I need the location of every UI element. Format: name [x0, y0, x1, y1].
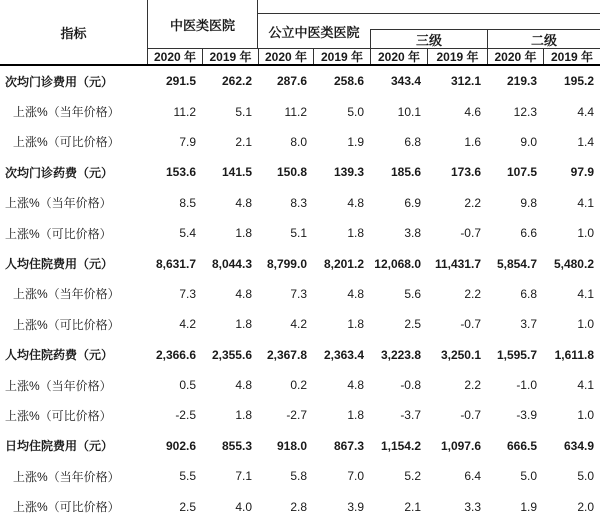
value-cell: 4.8 — [235, 195, 252, 210]
value-cell: 5.5 — [179, 469, 196, 484]
value-cell: 5,480.2 — [553, 256, 594, 271]
value-cell: 3.3 — [464, 499, 481, 514]
value-cell: 1.0 — [577, 408, 594, 423]
value-cell: 5.0 — [577, 469, 594, 484]
value-cell: 3,250.1 — [440, 347, 481, 362]
value-cell: 1.4 — [577, 134, 594, 149]
row-label: 人均住院药费（元） — [5, 348, 114, 363]
value-cell: 5.4 — [179, 226, 196, 241]
value-cell: 4.1 — [577, 195, 594, 210]
value-cell: 6.4 — [464, 469, 481, 484]
value-cell: 11.2 — [173, 104, 196, 119]
value-cell: -3.7 — [400, 408, 421, 423]
value-cell: 287.6 — [276, 74, 307, 89]
row-label: 人均住院费用（元） — [5, 257, 114, 272]
value-cell: 1,611.8 — [554, 347, 594, 362]
value-cell: 918.0 — [276, 438, 307, 453]
value-cell: 5,854.7 — [496, 256, 537, 271]
year-header-cell: 2019 年 — [202, 49, 258, 64]
header-spacer — [370, 13, 600, 29]
value-cell: 666.5 — [506, 438, 537, 453]
row-label: 上涨%（可比价格） — [13, 500, 120, 515]
value-cell: 2,355.6 — [211, 347, 252, 362]
value-cell: 2.2 — [464, 378, 481, 393]
value-cell: 262.2 — [221, 74, 252, 89]
value-cell: 2.5 — [404, 317, 421, 332]
row-label: 次均门诊费用（元） — [5, 74, 114, 89]
header-group-level3: 三级 — [370, 29, 487, 48]
value-cell: 139.3 — [333, 165, 364, 180]
value-cell: 6.9 — [404, 195, 421, 210]
value-cell: 11.2 — [284, 104, 307, 119]
value-cell: 4.1 — [577, 286, 594, 301]
row-label: 上涨%（当年价格） — [13, 105, 120, 120]
value-cell: 7.3 — [290, 286, 307, 301]
year-header-cell: 2020 年 — [258, 49, 313, 64]
year-header-row — [148, 48, 600, 64]
value-cell: 4.4 — [577, 104, 594, 119]
value-cell: -0.7 — [460, 408, 481, 423]
value-cell: 5.1 — [235, 104, 252, 119]
value-cell: 5.0 — [520, 469, 537, 484]
value-cell: 4.1 — [577, 378, 594, 393]
row-label: 次均门诊药费（元） — [5, 165, 114, 180]
row-label: 日均住院费用（元） — [5, 439, 114, 454]
value-cell: 2.0 — [577, 499, 594, 514]
value-cell: 291.5 — [165, 74, 196, 89]
value-cell: 4.8 — [347, 378, 364, 393]
value-cell: 4.8 — [235, 378, 252, 393]
value-cell: 1.6 — [464, 134, 481, 149]
value-cell: 12,068.0 — [374, 256, 421, 271]
year-header-cell: 2019 年 — [427, 49, 487, 64]
year-header-cell: 2020 年 — [370, 49, 427, 64]
value-cell: 5.6 — [404, 286, 421, 301]
value-cell: 185.6 — [390, 165, 421, 180]
value-cell: 3.7 — [520, 317, 537, 332]
value-cell: 2.1 — [235, 134, 252, 149]
table-row — [0, 370, 600, 400]
value-cell: -0.7 — [460, 226, 481, 241]
year-header-cell: 2019 年 — [543, 49, 600, 64]
value-cell: 4.8 — [235, 286, 252, 301]
value-cell: 10.1 — [397, 104, 421, 119]
value-cell: 6.8 — [520, 286, 537, 301]
value-cell: 11,431.7 — [434, 256, 481, 271]
value-cell: 5.8 — [290, 469, 307, 484]
value-cell: 1.0 — [577, 317, 594, 332]
value-cell: 8,631.7 — [155, 256, 196, 271]
value-cell: 1.9 — [520, 499, 537, 514]
value-cell: 1.8 — [235, 408, 252, 423]
value-cell: 343.4 — [390, 74, 421, 89]
row-label: 上涨%（当年价格） — [5, 196, 112, 211]
value-cell: 2.2 — [464, 286, 481, 301]
table-row — [0, 491, 600, 521]
value-cell: 4.6 — [464, 104, 481, 119]
value-cell: 1,154.2 — [380, 438, 421, 453]
value-cell: 867.3 — [333, 438, 364, 453]
header-group-level2: 二级 — [487, 29, 600, 48]
value-cell: 2,366.6 — [155, 347, 196, 362]
value-cell: 107.5 — [506, 165, 537, 180]
table-row — [0, 66, 600, 96]
value-cell: 1.8 — [235, 317, 252, 332]
value-cell: 855.3 — [221, 438, 252, 453]
value-cell: 8.0 — [290, 134, 307, 149]
table-row — [0, 461, 600, 491]
row-label: 上涨%（可比价格） — [5, 226, 112, 241]
value-cell: 2.1 — [404, 499, 421, 514]
value-cell: 153.6 — [165, 165, 196, 180]
value-cell: 8,201.2 — [323, 256, 364, 271]
value-cell: 9.0 — [520, 134, 537, 149]
value-cell: 7.1 — [235, 469, 252, 484]
value-cell: 1.8 — [347, 408, 364, 423]
table-row — [0, 248, 600, 278]
value-cell: 1.8 — [347, 317, 364, 332]
table-row — [0, 96, 600, 126]
value-cell: 8.5 — [179, 195, 196, 210]
value-cell: 2.2 — [464, 195, 481, 210]
table-row — [0, 431, 600, 461]
row-label: 上涨%（可比价格） — [13, 317, 120, 332]
value-cell: 8,044.3 — [211, 256, 252, 271]
value-cell: 2.5 — [179, 499, 196, 514]
value-cell: 3,223.8 — [380, 347, 421, 362]
row-label: 上涨%（当年价格） — [13, 469, 120, 484]
value-cell: 3.8 — [404, 226, 421, 241]
value-cell: 1,595.7 — [496, 347, 537, 362]
value-cell: 150.8 — [276, 165, 307, 180]
value-cell: 1.8 — [347, 226, 364, 241]
value-cell: 1.0 — [577, 226, 594, 241]
header-group-public-tcm-hospitals: 公立中医类医院 — [258, 13, 370, 48]
value-cell: 219.3 — [506, 74, 537, 89]
value-cell: 2.8 — [290, 499, 307, 514]
header-indicator-label: 指标 — [0, 0, 148, 64]
value-cell: 5.0 — [347, 104, 364, 119]
table-row — [0, 340, 600, 370]
table-row — [0, 188, 600, 218]
row-label: 上涨%（可比价格） — [5, 408, 112, 423]
value-cell: -2.7 — [286, 408, 307, 423]
value-cell: 0.5 — [179, 378, 196, 393]
value-cell: 258.6 — [333, 74, 364, 89]
value-cell: -0.7 — [460, 317, 481, 332]
row-label: 上涨%（可比价格） — [13, 135, 120, 150]
value-cell: 9.8 — [520, 195, 537, 210]
table-row — [0, 157, 600, 187]
year-header-cell: 2020 年 — [487, 49, 543, 64]
row-label: 上涨%（当年价格） — [5, 378, 112, 393]
value-cell: 902.6 — [165, 438, 196, 453]
table-row — [0, 218, 600, 248]
value-cell: 7.3 — [179, 286, 196, 301]
value-cell: 3.9 — [347, 499, 364, 514]
value-cell: 97.9 — [570, 165, 594, 180]
year-header-cell: 2019 年 — [313, 49, 370, 64]
value-cell: 634.9 — [563, 438, 594, 453]
value-cell: 2,363.4 — [323, 347, 364, 362]
value-cell: 4.2 — [290, 317, 307, 332]
table-body — [0, 66, 600, 522]
value-cell: 2,367.8 — [266, 347, 307, 362]
table-row — [0, 127, 600, 157]
value-cell: 5.1 — [290, 226, 307, 241]
value-cell: -3.9 — [516, 408, 537, 423]
value-cell: 8,799.0 — [266, 256, 307, 271]
table-row — [0, 279, 600, 309]
table-header — [0, 0, 600, 66]
value-cell: 4.2 — [179, 317, 196, 332]
value-cell: 5.2 — [404, 469, 421, 484]
value-cell: 6.8 — [404, 134, 421, 149]
year-header-cell: 2020 年 — [153, 50, 197, 64]
value-cell: 195.2 — [563, 74, 594, 89]
value-cell: -2.5 — [175, 408, 196, 423]
header-group-tcm-hospitals: 中医类医院 — [148, 0, 258, 48]
value-cell: 0.2 — [290, 378, 307, 393]
value-cell: -1.0 — [516, 378, 537, 393]
value-cell: 4.8 — [347, 195, 364, 210]
value-cell: 173.6 — [450, 165, 481, 180]
value-cell: 7.9 — [179, 134, 196, 149]
value-cell: 6.6 — [520, 226, 537, 241]
value-cell: 141.5 — [221, 165, 252, 180]
value-cell: 1.8 — [235, 226, 252, 241]
value-cell: 1,097.6 — [440, 438, 481, 453]
value-cell: 12.3 — [513, 104, 537, 119]
table-row — [0, 309, 600, 339]
value-cell: 1.9 — [347, 134, 364, 149]
row-label: 上涨%（当年价格） — [13, 287, 120, 302]
value-cell: 4.0 — [235, 499, 252, 514]
value-cell: -0.8 — [400, 378, 421, 393]
value-cell: 312.1 — [450, 74, 481, 89]
value-cell: 4.8 — [347, 286, 364, 301]
table-row — [0, 400, 600, 430]
value-cell: 7.0 — [347, 469, 364, 484]
value-cell: 8.3 — [290, 195, 307, 210]
